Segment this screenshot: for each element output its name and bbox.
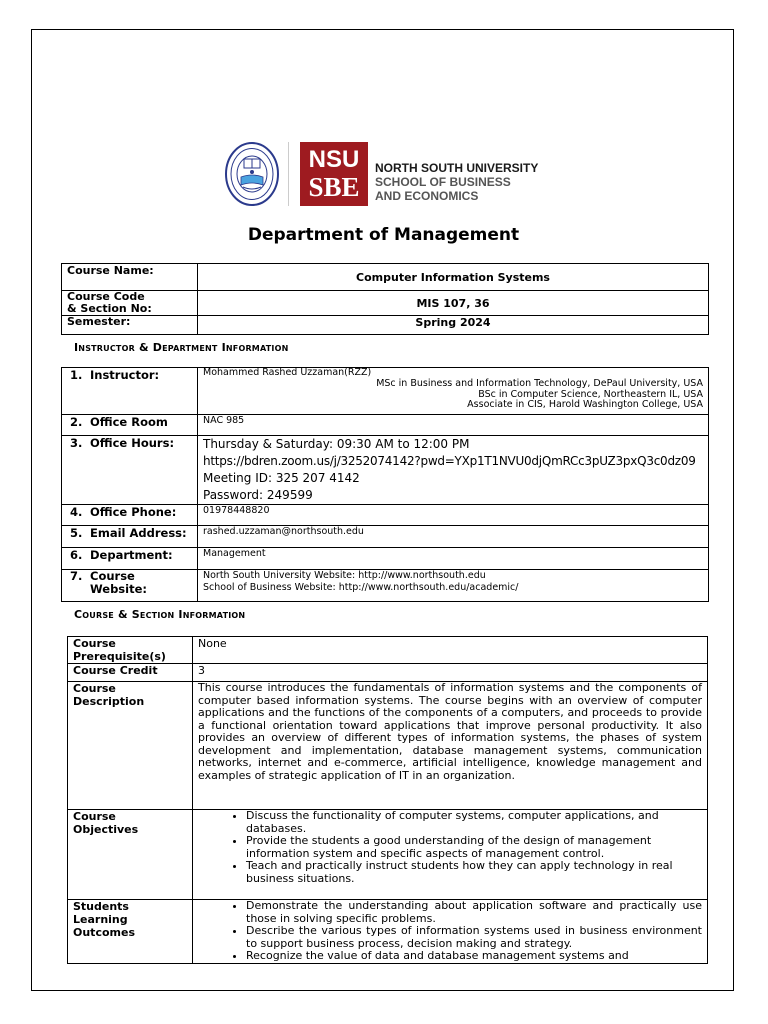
course-info-table [61, 263, 709, 335]
degree-line: Associate in CIS, Harold Washington College, USA [467, 399, 703, 411]
list-item: • Teach and practically instruct students how they can apply technology in real business situations. [246, 860, 702, 885]
instructor-value [198, 368, 709, 415]
description-label [68, 682, 193, 810]
office-room-value: NAC 985 [198, 415, 709, 436]
course-name-value: Computer Information Systems [198, 264, 709, 291]
semester-value: Spring 2024 [198, 316, 709, 335]
table-row [68, 664, 708, 682]
credit-value: 3 [193, 664, 708, 682]
school-line-1: SCHOOL OF BUSINESS [375, 175, 511, 189]
department-label [62, 548, 198, 570]
label-text: Department: [90, 548, 173, 562]
list-item: • Describe the various types of information systems used in business environment to support business process, decision making and strategy. [246, 925, 702, 950]
instructor-label [62, 368, 198, 415]
list-item: • Provide the students a good understanding of the design of management information system and specific aspects of management control. [246, 835, 702, 860]
prereq-value: None [193, 637, 708, 664]
label-text: Course Name: [67, 264, 154, 277]
label-line: Course [73, 810, 116, 823]
table-row [62, 291, 709, 316]
outcomes-label [68, 900, 193, 964]
label-line: Learning [73, 913, 128, 926]
table-row [62, 505, 709, 526]
page-title: Department of Management [247, 225, 520, 245]
label-line: Outcomes [73, 926, 135, 939]
list-item: • Recognize the value of data and database management systems and [246, 950, 702, 963]
degree-line: MSc in Business and Information Technology, DePaul University, USA [376, 377, 703, 389]
instructor-section-heading: Instructor & Department Information [74, 341, 289, 354]
row-number: 3. [70, 436, 83, 450]
label-text: Email Address: [90, 526, 187, 540]
table-row [68, 810, 708, 900]
label-text: Website: [90, 582, 147, 596]
office-hours-value [198, 436, 709, 505]
label-line: Description [73, 695, 145, 708]
label-line: Course Code [67, 290, 145, 303]
course-section-table [67, 636, 708, 964]
instructor-table [61, 367, 709, 602]
objectives-value [193, 810, 708, 900]
website-label [62, 570, 198, 602]
table-row [62, 570, 709, 602]
nsu-website-link[interactable]: North South University Website: http://www.northsouth.edu [203, 570, 486, 581]
instructor-name: Mohammed Rashed Uzzaman(RZZ) [203, 367, 372, 378]
email-value[interactable]: rashed.uzzaman@northsouth.edu [198, 526, 709, 548]
row-number: 7. [70, 569, 83, 583]
department-value: Management [198, 548, 709, 570]
label-text: Office Room [90, 415, 168, 429]
logo-divider [288, 142, 289, 206]
table-row [62, 264, 709, 291]
office-phone-value: 01978448820 [198, 505, 709, 526]
row-number: 2. [70, 415, 83, 429]
list-item: • Discuss the functionality of computer systems, computer applications, and databases. [246, 810, 702, 835]
row-number: 1. [70, 368, 83, 382]
table-row [62, 415, 709, 436]
label-line: Students [73, 900, 129, 913]
label-text: Course [90, 569, 135, 583]
table-row [62, 316, 709, 335]
nsu-sbe-logo [300, 142, 368, 206]
label-text: Instructor: [90, 368, 160, 382]
office-hours-time: Thursday & Saturday: 09:30 AM to 12:00 PM [203, 437, 470, 451]
label-line: Course [73, 682, 116, 695]
course-code-label [62, 291, 198, 316]
table-row [62, 436, 709, 505]
course-code-value: MIS 107, 36 [198, 291, 709, 316]
label-text: Office Hours: [90, 436, 175, 450]
table-row [68, 637, 708, 664]
course-name-label [62, 264, 198, 291]
website-value [198, 570, 709, 602]
objectives-label [68, 810, 193, 900]
row-number: 5. [70, 526, 83, 540]
outcomes-list [198, 900, 702, 963]
zoom-link[interactable]: https://bdren.zoom.us/j/3252074142?pwd=YXp1T1NVU0djQmRCc3pUZ3pxQ3c0dz09 [203, 454, 696, 468]
description-value: This course introduces the fundamentals of information systems and the components of computer based information systems. The course begins with an overview of computer applications and the functions of the components of a computers, and proceeds to provide a functional orientation toward applications that improve personal productivity. It also provides an overview of different types of information systems, the phases of system development and implementation, database management systems, communication networks, internet and e-commerce, artificial intelligence, knowledge management and examples of strategic application of IT in an organization. [193, 682, 708, 810]
course-section-heading: Course & Section Information [74, 608, 246, 621]
prereq-label [68, 637, 193, 664]
document-page [31, 29, 734, 991]
email-label [62, 526, 198, 548]
sbe-website-link[interactable]: School of Business Website: http://www.northsouth.edu/academic/ [203, 581, 519, 593]
label-line: Course [73, 637, 116, 650]
school-name [375, 161, 538, 203]
outcomes-clip [198, 900, 702, 963]
website-label-line-2 [70, 583, 192, 596]
school-line-2: AND ECONOMICS [375, 189, 479, 203]
table-row [62, 548, 709, 570]
university-name: NORTH SOUTH UNIVERSITY [375, 161, 539, 175]
label-text: Office Phone: [90, 505, 177, 519]
table-row [68, 900, 708, 964]
label-line: Objectives [73, 823, 139, 836]
university-seal-icon [224, 141, 280, 207]
list-item: • Demonstrate the understanding about application software and practically use those in solving specific problems. [246, 900, 702, 925]
degree-line: BSc in Computer Science, Northeastern IL, USA [478, 388, 703, 400]
semester-label: Semester: [62, 316, 198, 335]
outcomes-value [193, 900, 708, 964]
office-phone-label [62, 505, 198, 526]
credit-label: Course Credit [68, 664, 193, 682]
row-number: 6. [70, 548, 83, 562]
office-hours-label [62, 436, 198, 505]
objectives-list [198, 810, 702, 885]
table-row [62, 368, 709, 415]
meeting-password: Password: 249599 [203, 488, 313, 502]
table-row [62, 526, 709, 548]
logo-line-nsu: NSU [308, 146, 360, 173]
label-line: & Section No: [67, 302, 152, 315]
label-line: Prerequisite(s) [73, 650, 166, 663]
row-number: 4. [70, 505, 83, 519]
office-room-label [62, 415, 198, 436]
table-row [68, 682, 708, 810]
meeting-id: Meeting ID: 325 207 4142 [203, 471, 360, 485]
logo-line-sbe: SBE [308, 172, 360, 202]
